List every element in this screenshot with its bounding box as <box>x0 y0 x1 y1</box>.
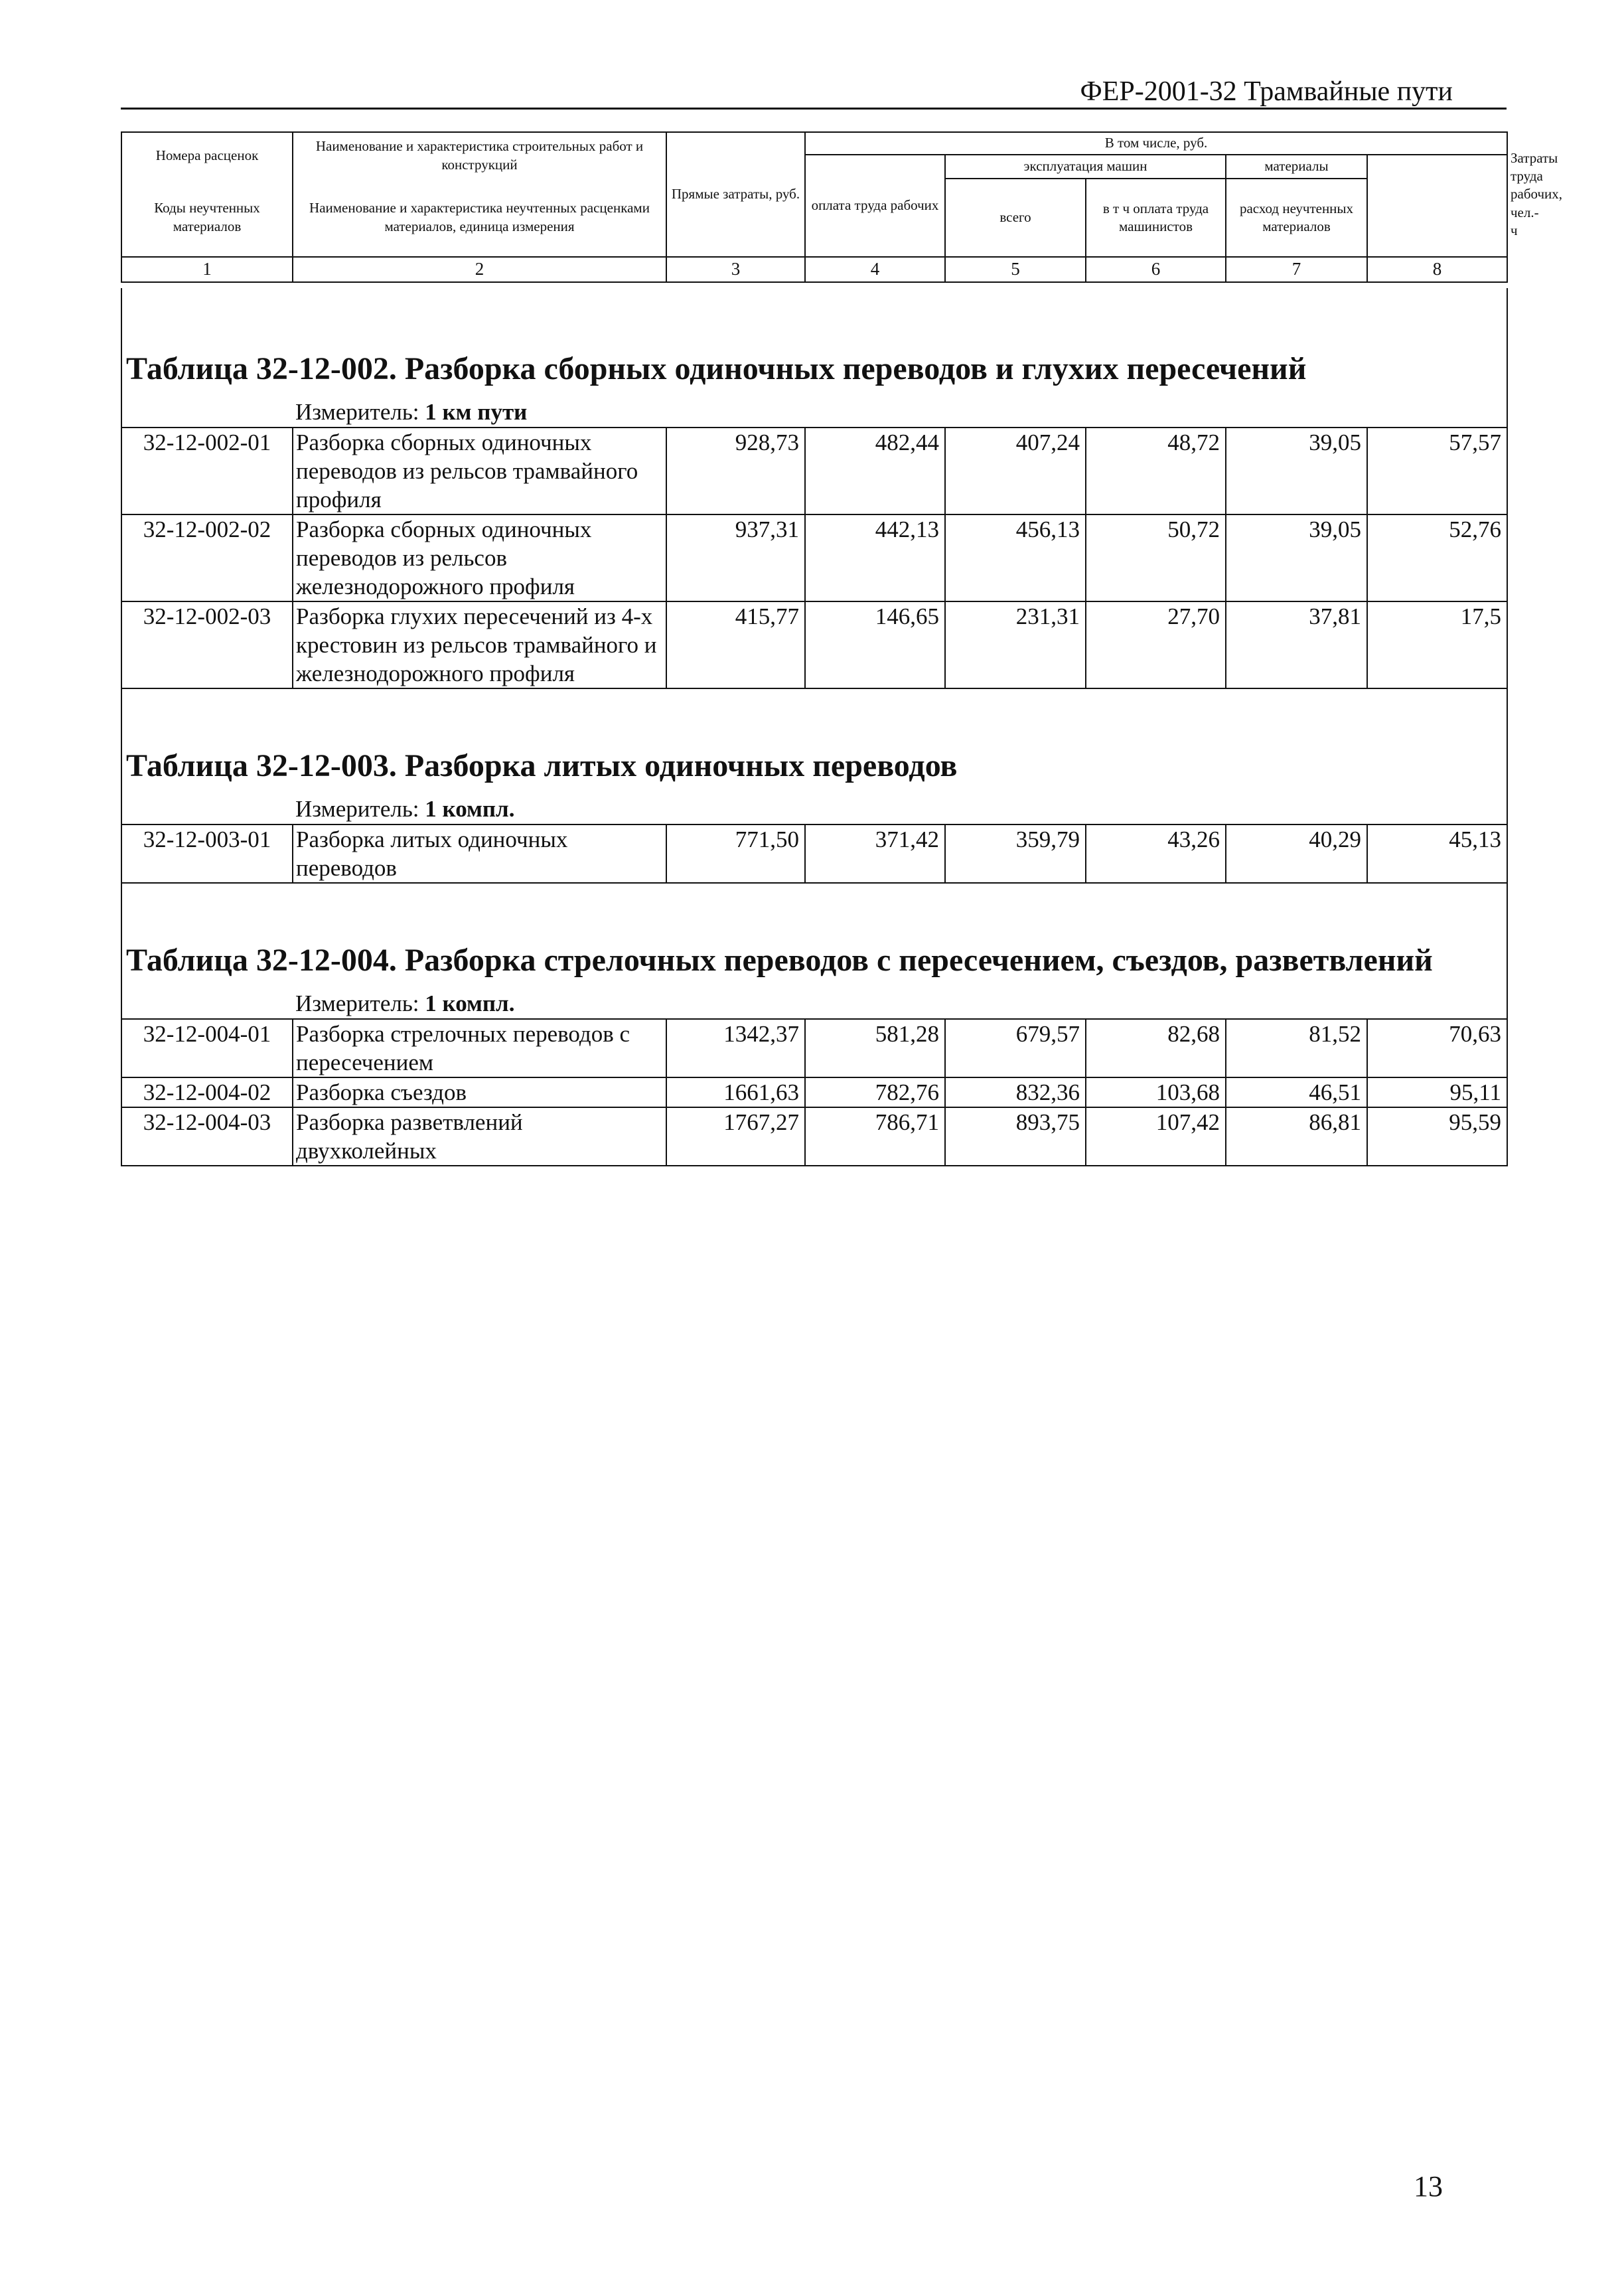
materials-cell: 37,81 <box>1226 601 1367 688</box>
col-header-codes-top: Номера расценок <box>121 132 293 179</box>
direct-cost-cell: 1661,63 <box>666 1077 805 1107</box>
unit-label-text: Измеритель: <box>295 399 419 425</box>
rate-code-cell: 32-12-002-02 <box>121 514 293 601</box>
work-description-cell: Разборка съездов <box>293 1077 666 1107</box>
machine-cost-cell: 231,31 <box>945 601 1086 688</box>
work-description-cell: Разборка разветвлений двухколейных <box>293 1107 666 1166</box>
machine-cost-cell: 407,24 <box>945 428 1086 514</box>
work-description-cell: Разборка глухих пересечений из 4-х крестовин из рельсов трамвайного и железнодорожного профиля <box>293 601 666 688</box>
column-number: 7 <box>1226 257 1367 282</box>
table-section-title: Таблица 32-12-002. Разборка сборных одиночных переводов и глухих пересечений <box>121 288 1507 394</box>
machinist-pay-cell: 27,70 <box>1086 601 1226 688</box>
unit-value: 1 компл. <box>425 990 515 1016</box>
unit-row <box>121 791 1507 824</box>
direct-cost-cell: 771,50 <box>666 824 805 883</box>
labor-hours-cell: 17,5 <box>1367 601 1507 688</box>
table-section-title-row <box>121 288 1507 394</box>
rate-code-cell: 32-12-004-01 <box>121 1019 293 1077</box>
table-row <box>121 1107 1507 1166</box>
materials-cell: 86,81 <box>1226 1107 1367 1166</box>
unit-row-spacer <box>121 986 293 1019</box>
table-row <box>121 601 1507 688</box>
direct-cost-cell: 1342,37 <box>666 1019 805 1077</box>
direct-cost-cell: 1767,27 <box>666 1107 805 1166</box>
machine-cost-cell: 893,75 <box>945 1107 1086 1166</box>
machinist-pay-cell: 103,68 <box>1086 1077 1226 1107</box>
labor-pay-cell: 371,42 <box>805 824 945 883</box>
column-number: 4 <box>805 257 945 282</box>
machine-cost-cell: 456,13 <box>945 514 1086 601</box>
machinist-pay-cell: 107,42 <box>1086 1107 1226 1166</box>
page-number: 13 <box>1414 2170 1443 2203</box>
table-row <box>121 514 1507 601</box>
materials-cell: 39,05 <box>1226 514 1367 601</box>
labor-hours-cell: 45,13 <box>1367 824 1507 883</box>
col-header-codes-bottom: Коды неучтенных материалов <box>121 179 293 257</box>
rate-code-cell: 32-12-003-01 <box>121 824 293 883</box>
table-section-title: Таблица 32-12-003. Разборка литых одиночных переводов <box>121 688 1507 791</box>
unit-label-text: Измеритель: <box>295 990 419 1016</box>
labor-hours-cell: 70,63 <box>1367 1019 1507 1077</box>
page-header-title: ФЕР-2001-32 Трамвайные пути <box>1080 76 1453 107</box>
table-row <box>121 824 1507 883</box>
col-header-name-top: Наименование и характеристика строительных работ и конструкций <box>293 132 666 179</box>
work-description-cell: Разборка стрелочных переводов с пересечением <box>293 1019 666 1077</box>
header-rule <box>121 108 1507 110</box>
table-section-title-row <box>121 883 1507 986</box>
materials-cell: 46,51 <box>1226 1077 1367 1107</box>
rate-code-cell: 32-12-002-01 <box>121 428 293 514</box>
work-description-cell: Разборка сборных одиночных переводов из рельсов железнодорожного профиля <box>293 514 666 601</box>
table-row <box>121 428 1507 514</box>
direct-cost-cell: 415,77 <box>666 601 805 688</box>
unit-value: 1 компл. <box>425 796 515 822</box>
column-number: 5 <box>945 257 1086 282</box>
machinist-pay-cell: 50,72 <box>1086 514 1226 601</box>
labor-pay-cell: 442,13 <box>805 514 945 601</box>
unit-row-spacer <box>121 394 293 428</box>
unit-label <box>293 791 1507 824</box>
col-header-name-bottom: Наименование и характеристика неучтенных расценками материалов, единица измерения <box>293 179 666 257</box>
materials-cell: 39,05 <box>1226 428 1367 514</box>
column-number: 2 <box>293 257 666 282</box>
labor-pay-cell: 581,28 <box>805 1019 945 1077</box>
table-row <box>121 1077 1507 1107</box>
col-header-direct-costs: Прямые затраты, руб. <box>666 132 805 257</box>
work-description-cell: Разборка литых одиночных переводов <box>293 824 666 883</box>
labor-hours-cell: 95,59 <box>1367 1107 1507 1166</box>
unit-row <box>121 986 1507 1019</box>
col-header-group: В том числе, руб. <box>805 132 1507 155</box>
table-section-title: Таблица 32-12-004. Разборка стрелочных переводов с пересечением, съездов, разветвлений <box>121 883 1507 986</box>
materials-cell: 40,29 <box>1226 824 1367 883</box>
unit-row <box>121 394 1507 428</box>
col-header-labor-pay: оплата труда рабочих <box>805 155 945 257</box>
direct-cost-cell: 937,31 <box>666 514 805 601</box>
column-number: 1 <box>121 257 293 282</box>
col-header-machines-total: всего <box>945 179 1086 257</box>
labor-hours-cell: 95,11 <box>1367 1077 1507 1107</box>
column-number-row <box>121 257 1507 282</box>
unit-row-spacer <box>121 791 293 824</box>
unit-label <box>293 394 1507 428</box>
machine-cost-cell: 359,79 <box>945 824 1086 883</box>
column-header-table: Номера расценок Наименование и характеристика строительных работ и конструкций Прямые затраты, руб. В том числе, руб. Затраты труда рабочих, чел.-ч оплата труда рабочих эксплуатация машин материалы Коды неучтенных материалов Наименование и характеристика неучтенных расценками материалов, единица измерения всего в т ч оплата труда машинистов расход неучтенных материалов 1 2 3 4 5 6 7 8 <box>121 131 1508 283</box>
machinist-pay-cell: 48,72 <box>1086 428 1226 514</box>
direct-cost-cell: 928,73 <box>666 428 805 514</box>
col-header-unaccounted-materials: расход неучтенных материалов <box>1226 179 1367 257</box>
column-number: 6 <box>1086 257 1226 282</box>
work-description-cell: Разборка сборных одиночных переводов из рельсов трамвайного профиля <box>293 428 666 514</box>
unit-label-text: Измеритель: <box>295 796 419 822</box>
machine-cost-cell: 832,36 <box>945 1077 1086 1107</box>
machinist-pay-cell: 82,68 <box>1086 1019 1226 1077</box>
col-header-machinists-pay: в т ч оплата труда машинистов <box>1086 179 1226 257</box>
table-section-title-row <box>121 688 1507 791</box>
rates-table <box>121 288 1508 1166</box>
labor-hours-cell: 57,57 <box>1367 428 1507 514</box>
col-header-machines: эксплуатация машин <box>945 155 1226 179</box>
column-number: 3 <box>666 257 805 282</box>
machine-cost-cell: 679,57 <box>945 1019 1086 1077</box>
column-number: 8 <box>1367 257 1507 282</box>
unit-value: 1 км пути <box>425 399 528 425</box>
rate-code-cell: 32-12-004-03 <box>121 1107 293 1166</box>
unit-label <box>293 986 1507 1019</box>
rate-code-cell: 32-12-002-03 <box>121 601 293 688</box>
labor-pay-cell: 482,44 <box>805 428 945 514</box>
labor-pay-cell: 146,65 <box>805 601 945 688</box>
machinist-pay-cell: 43,26 <box>1086 824 1226 883</box>
materials-cell: 81,52 <box>1226 1019 1367 1077</box>
table-row <box>121 1019 1507 1077</box>
col-header-materials: материалы <box>1226 155 1367 179</box>
labor-hours-cell: 52,76 <box>1367 514 1507 601</box>
labor-pay-cell: 782,76 <box>805 1077 945 1107</box>
labor-pay-cell: 786,71 <box>805 1107 945 1166</box>
rate-code-cell: 32-12-004-02 <box>121 1077 293 1107</box>
